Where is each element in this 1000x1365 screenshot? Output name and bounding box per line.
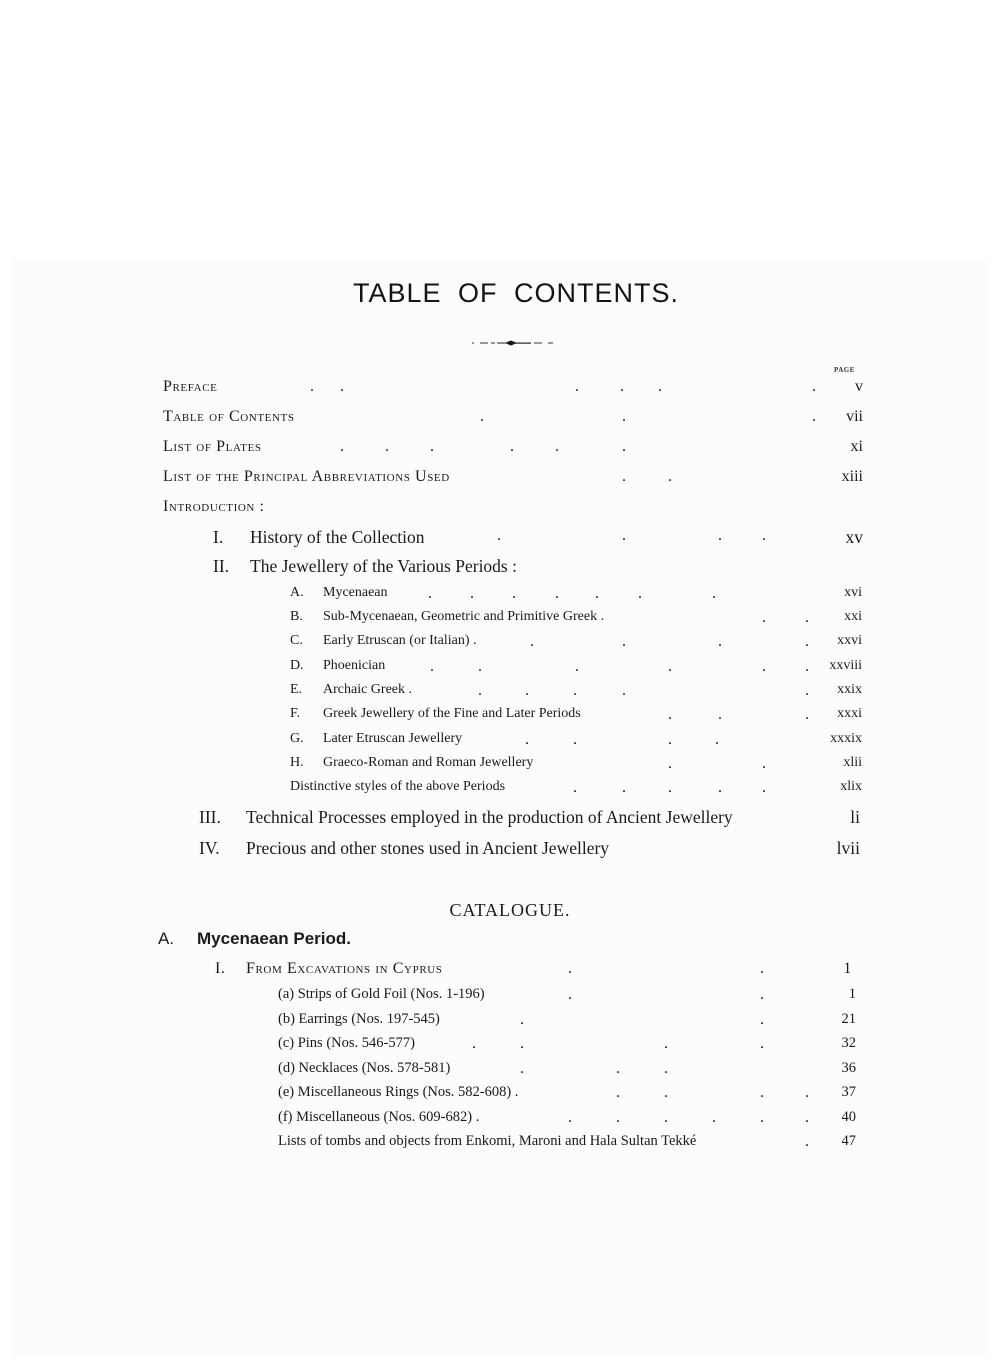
dot-leader: . — [340, 378, 344, 395]
entry-number: I. — [213, 527, 224, 547]
entry-label: Mycenaean — [323, 585, 388, 600]
entry-number: I. — [215, 960, 226, 977]
entry-label: Later Etruscan Jewellery — [323, 731, 463, 746]
dot-leader: . — [520, 1035, 524, 1052]
period-letter: A. — [158, 929, 175, 948]
dot-leader: . — [573, 779, 577, 796]
toc-entry[interactable] — [0, 468, 1000, 492]
dot-leader: . — [568, 960, 573, 977]
toc-entry[interactable] — [0, 1109, 1000, 1133]
dot-leader: . — [760, 960, 765, 977]
period-label: Mycenaean Period. — [197, 929, 352, 948]
toc-entry[interactable] — [0, 498, 1000, 522]
dot-leader: . — [715, 731, 719, 748]
entry-page-number: lvii — [836, 838, 860, 858]
dot-leader: . — [762, 527, 766, 544]
dot-leader: . — [760, 1084, 764, 1101]
dot-leader: . — [428, 585, 432, 602]
dot-leader: . — [530, 633, 534, 650]
dot-leader: . — [616, 1060, 620, 1077]
period-heading-label — [197, 929, 351, 949]
entry-label: (a) Strips of Gold Foil (Nos. 1-196) — [278, 986, 485, 1002]
dot-leader: . — [555, 438, 559, 455]
dot-leader: . — [575, 378, 579, 395]
entry-page-number: 37 — [841, 1084, 856, 1100]
dot-leader: . — [664, 1035, 668, 1052]
toc-entry[interactable] — [0, 1035, 1000, 1059]
toc-entry[interactable] — [0, 408, 1000, 432]
dot-leader: . — [805, 633, 809, 650]
entry-page-number: xxix — [837, 682, 862, 697]
dot-leader: . — [622, 633, 626, 650]
entry-number: II. — [213, 556, 230, 576]
dot-leader: . — [805, 1133, 809, 1150]
entry-page-number: xvi — [844, 585, 862, 600]
entry-page-number: xi — [850, 438, 863, 455]
dot-leader: . — [760, 1109, 764, 1126]
entry-page-number: 40 — [841, 1109, 856, 1125]
entry-number: G. — [290, 731, 304, 746]
entry-label: Table of Contents — [163, 408, 295, 425]
dot-leader: . — [805, 609, 809, 626]
ornament-divider-icon — [470, 339, 556, 347]
entry-page-number: 32 — [841, 1035, 856, 1051]
toc-entry[interactable] — [0, 986, 1000, 1010]
dot-leader: . — [430, 438, 434, 455]
entry-label: Greek Jewellery of the Fine and Later Periods — [323, 706, 581, 721]
toc-entry[interactable] — [0, 779, 1000, 803]
entry-page-number: xxi — [844, 609, 862, 624]
dot-leader: . — [568, 986, 572, 1003]
entry-page-number: 1 — [848, 986, 856, 1002]
entry-page-number: xxxix — [830, 731, 862, 746]
toc-entry[interactable] — [0, 807, 1000, 831]
dot-leader: . — [762, 755, 766, 772]
dot-leader: . — [472, 1035, 476, 1052]
dot-leader: . — [520, 1060, 524, 1077]
dot-leader: . — [575, 658, 579, 675]
dot-leader: . — [668, 779, 672, 796]
entry-label: Phoenician — [323, 658, 386, 673]
entry-page-number: 1 — [843, 960, 852, 977]
dot-leader: . — [668, 706, 672, 723]
entry-number: E. — [290, 682, 303, 697]
entry-label: (b) Earrings (Nos. 197-545) — [278, 1011, 440, 1027]
dot-leader: . — [525, 682, 529, 699]
toc-entry[interactable] — [0, 609, 1000, 633]
dot-leader: . — [470, 585, 474, 602]
dot-leader: . — [568, 1109, 572, 1126]
dot-leader: . — [712, 585, 716, 602]
entry-label: Distinctive styles of the above Periods — [290, 779, 506, 794]
page-column-label: PAGE — [834, 366, 855, 374]
entry-label: Sub-Mycenaean, Geometric and Primitive Greek . — [323, 609, 605, 624]
entry-label: Precious and other stones used in Ancient Jewellery — [246, 838, 610, 858]
dot-leader: . — [762, 658, 766, 675]
entry-label: (c) Pins (Nos. 546-577) — [278, 1035, 415, 1051]
dot-leader: . — [616, 1109, 620, 1126]
dot-leader: . — [340, 438, 344, 455]
dot-leader: . — [760, 986, 764, 1003]
entry-label: Lists of tombs and objects from Enkomi, Maroni and Hala Sultan Tekké — [278, 1133, 697, 1149]
toc-entry[interactable] — [0, 633, 1000, 657]
dot-leader: . — [622, 527, 626, 544]
dot-leader: . — [718, 527, 722, 544]
entry-page-number: xv — [845, 527, 863, 547]
toc-entry[interactable] — [0, 838, 1000, 862]
dot-leader: . — [620, 378, 624, 395]
entry-number: A. — [290, 585, 304, 600]
dot-leader: . — [805, 682, 809, 699]
dot-leader: . — [664, 1060, 668, 1077]
entry-page-number: xlii — [843, 755, 862, 770]
entry-page-number: 36 — [841, 1060, 856, 1076]
entry-page-number: v — [855, 378, 863, 395]
dot-leader: . — [478, 658, 482, 675]
entry-label: List of Plates — [163, 438, 262, 455]
dot-leader: . — [638, 585, 642, 602]
entry-number: III. — [199, 807, 221, 827]
entry-label: (d) Necklaces (Nos. 578-581) — [278, 1060, 451, 1076]
entry-number: C. — [290, 633, 303, 648]
entry-number: IV. — [199, 838, 220, 858]
dot-leader: . — [668, 731, 672, 748]
dot-leader: . — [760, 1011, 764, 1028]
dot-leader: . — [760, 1035, 764, 1052]
catalogue-heading: CATALOGUE. — [449, 900, 571, 920]
toc-entry[interactable] — [0, 1011, 1000, 1035]
toc-entry[interactable] — [0, 682, 1000, 706]
entry-label: List of the Principal Abbreviations Used — [163, 468, 450, 485]
dot-leader: . — [573, 731, 577, 748]
toc-entry[interactable] — [0, 556, 1000, 580]
entry-page-number: xxviii — [829, 658, 862, 673]
dot-leader: . — [718, 706, 722, 723]
entry-label: Archaic Greek . — [323, 682, 413, 697]
entry-page-number: xxvi — [837, 633, 862, 648]
dot-leader: . — [668, 658, 672, 675]
dot-leader: . — [805, 706, 809, 723]
entry-label: From Excavations in Cyprus — [246, 960, 443, 977]
dot-leader: . — [480, 408, 484, 425]
toc-entry[interactable] — [0, 658, 1000, 682]
dot-leader: . — [478, 682, 482, 699]
dot-leader: . — [512, 585, 516, 602]
dot-leader: . — [385, 438, 389, 455]
entry-label: Preface — [163, 378, 218, 395]
dot-leader: . — [510, 438, 514, 455]
entry-label: Early Etruscan (or Italian) . — [323, 633, 477, 648]
dot-leader: . — [520, 1011, 524, 1028]
entry-page-number: li — [850, 807, 860, 827]
entry-number: B. — [290, 609, 303, 624]
dot-leader: . — [525, 731, 529, 748]
period-heading — [158, 929, 174, 949]
entry-page-number: xlix — [840, 779, 862, 794]
entry-page-number: xiii — [841, 468, 863, 485]
dot-leader: . — [616, 1084, 620, 1101]
toc-entry[interactable] — [0, 755, 1000, 779]
dot-leader: . — [805, 1109, 809, 1126]
dot-leader: . — [658, 378, 662, 395]
entry-page-number: 47 — [841, 1133, 856, 1149]
dot-leader: . — [805, 1084, 809, 1101]
dot-leader: . — [668, 755, 672, 772]
dot-leader: . — [555, 585, 559, 602]
entry-number: D. — [290, 658, 304, 673]
dot-leader: . — [497, 527, 501, 544]
entry-page-number: 21 — [841, 1011, 856, 1027]
entry-number: F. — [290, 706, 301, 721]
dot-leader: . — [805, 658, 809, 675]
dot-leader: . — [762, 779, 766, 796]
dot-leader: . — [668, 468, 672, 485]
dot-leader: . — [812, 378, 816, 395]
dot-leader: . — [712, 1109, 716, 1126]
dot-leader: . — [622, 468, 626, 485]
toc-entry[interactable] — [0, 438, 1000, 462]
dot-leader: . — [310, 378, 314, 395]
dot-leader: . — [622, 682, 626, 699]
dot-leader: . — [573, 682, 577, 699]
toc-entry[interactable] — [0, 527, 1000, 551]
dot-leader: . — [762, 609, 766, 626]
dot-leader: . — [664, 1084, 668, 1101]
page-title: TABLE OF CONTENTS. — [352, 278, 680, 308]
entry-label: (e) Miscellaneous Rings (Nos. 582-608) . — [278, 1084, 519, 1100]
entry-label: History of the Collection — [250, 527, 425, 547]
dot-leader: . — [622, 779, 626, 796]
toc-entry[interactable] — [0, 585, 1000, 609]
dot-leader: . — [622, 408, 626, 425]
dot-leader: . — [812, 408, 816, 425]
dot-leader: . — [718, 779, 722, 796]
entry-label: (f) Miscellaneous (Nos. 609-682) . — [278, 1109, 480, 1125]
toc-entry[interactable] — [0, 1133, 1000, 1157]
toc-entry[interactable] — [0, 731, 1000, 755]
entry-label: Technical Processes employed in the production of Ancient Jewellery — [246, 807, 733, 827]
entry-label: Graeco-Roman and Roman Jewellery — [323, 755, 534, 770]
toc-entry[interactable] — [0, 960, 1000, 984]
entry-label: Introduction : — [163, 498, 265, 515]
dot-leader: . — [718, 633, 722, 650]
toc-entry[interactable] — [0, 1060, 1000, 1084]
toc-entry[interactable] — [0, 706, 1000, 730]
toc-entry[interactable] — [0, 378, 1000, 402]
entry-page-number: vii — [846, 408, 863, 425]
entry-label: The Jewellery of the Various Periods : — [250, 556, 517, 576]
dot-leader: . — [595, 585, 599, 602]
entry-number: H. — [290, 755, 304, 770]
entry-page-number: xxxi — [837, 706, 862, 721]
dot-leader: . — [622, 438, 626, 455]
toc-entry[interactable] — [0, 1084, 1000, 1108]
dot-leader: . — [430, 658, 434, 675]
dot-leader: . — [664, 1109, 668, 1126]
